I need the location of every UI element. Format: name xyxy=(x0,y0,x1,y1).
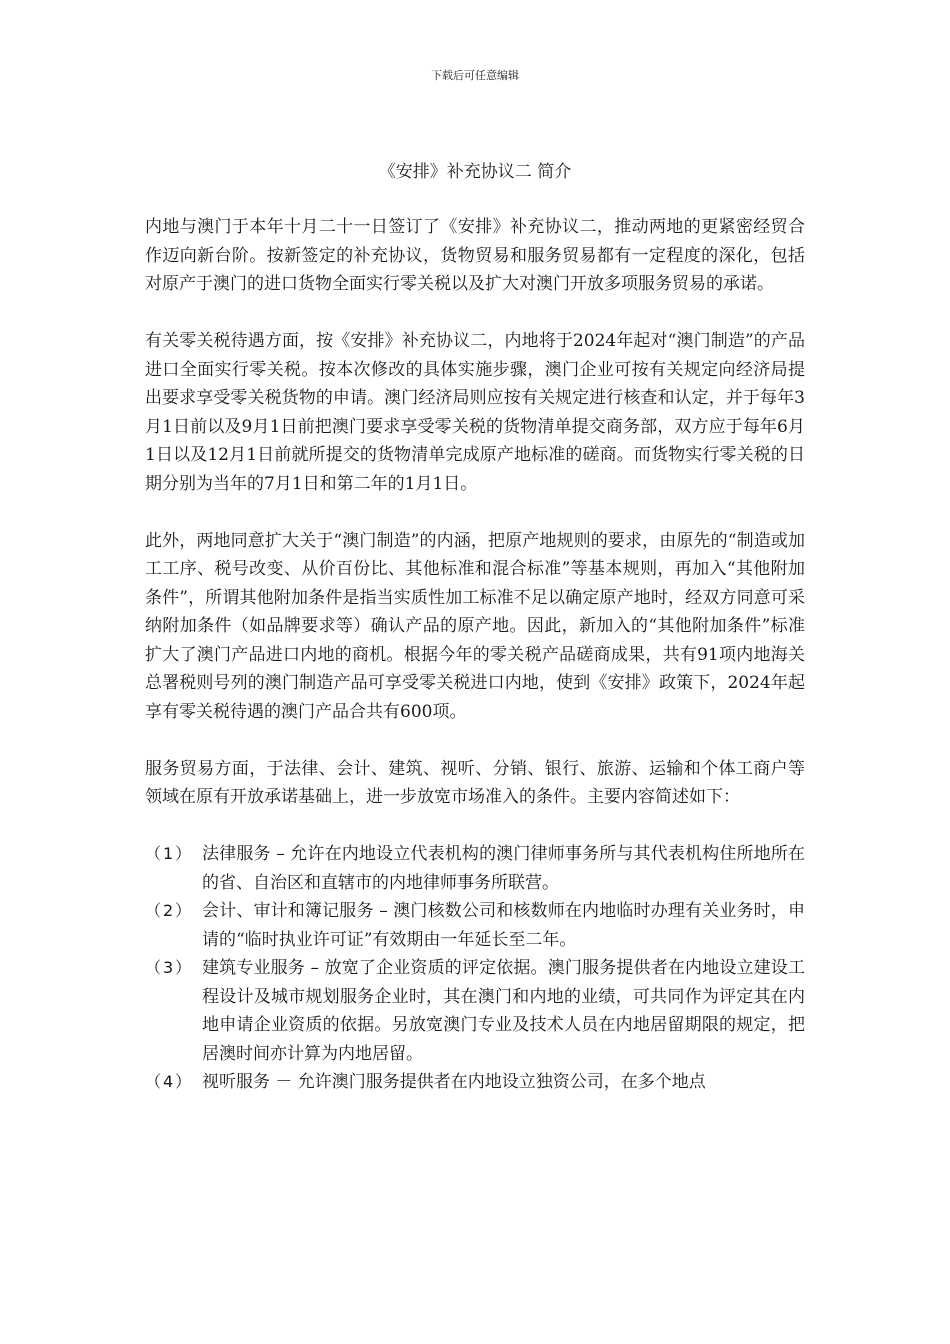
paragraph-zero-tariff: 有关零关税待遇方面，按《安排》补充协议二，内地将于2024年起对“澳门制造”的产品进口全面实行零关税。按本次修改的具体实施步骤，澳门企业可按有关规定向经济局提出要求享受零关税货物的申请。澳门经济局则应按有关规定进行核查和认定，并于每年3月1日前以及9月1日前把澳门要求享受零关税的货物清单提交商务部，双方应于每年6月1日以及12月1日前就所提交的货物清单完成原产地标准的磋商。而货物实行零关税的日期分别为当年的7月1日和第二年的1月1日。 xyxy=(145,331,805,494)
list-item xyxy=(145,897,805,954)
list-item xyxy=(145,954,805,1068)
paragraph-origin-rules: 此外，两地同意扩大关于“澳门制造”的内涵，把原产地规则的要求，由原先的“制造或加工工序、税号改变、从价百份比、其他标准和混合标准”等基本规则，再加入“其他附加条件”，所谓其他附加条件是指当实质性加工标准不足以确定原产地时，经双方同意可采纳附加条件（如品牌要求等）确认产品的原产地。因此，新加入的“其他附加条件”标准扩大了澳门产品进口内地的商机。根据今年的零关税产品磋商成果，共有91项内地海关总署税则号列的澳门制造产品可享受零关税进口内地，使到《安排》政策下，2024年起享有零关税待遇的澳门产品合共有600项。 xyxy=(145,530,805,722)
list-item-text: 视听服务 － 允许澳门服务提供者在内地设立独资公司，在多个地点 xyxy=(202,1072,706,1092)
list-item-text: 建筑专业服务 – 放宽了企业资质的评定依据。澳门服务提供者在内地设立建设工程设计及城市规划服务企业时，其在澳门和内地的业绩，可共同作为评定其在内地申请企业资质的依据。另放宽澳门专业及技术人员在内地居留期限的规定，把居澳时间亦计算为内地居留。 xyxy=(202,958,805,1064)
paragraph-services-intro: 服务贸易方面，于法律、会计、建筑、视听、分销、银行、旅游、运输和个体工商户等领域在原有开放承诺基础上，进一步放宽市场准入的条件。主要内容简述如下： xyxy=(145,758,805,807)
list-item xyxy=(145,840,805,897)
document-title: 《安排》补充协议二 简介 xyxy=(378,162,572,182)
list-item-number: （1） xyxy=(145,844,194,863)
service-list xyxy=(145,840,805,1097)
list-item-text: 会计、审计和簿记服务 – 澳门核数公司和核数师在内地临时办理有关业务时，申请的“临时执业许可证”有效期由一年延长至二年。 xyxy=(202,901,805,950)
page-header-note: 下载后可任意编辑 xyxy=(431,69,519,82)
paragraph-intro: 内地与澳门于本年十月二十一日签订了《安排》补充协议二，推动两地的更紧密经贸合作迈向新台阶。按新签定的补充协议，货物贸易和服务贸易都有一定程度的深化，包括对原产于澳门的进口货物全面实行零关税以及扩大对澳门开放多项服务贸易的承诺。 xyxy=(145,217,805,294)
list-item xyxy=(145,1068,805,1097)
list-item-text: 法律服务 – 允许在内地设立代表机构的澳门律师事务所与其代表机构住所地所在的省、自治区和直辖市的内地律师事务所联营。 xyxy=(202,844,805,893)
document-body xyxy=(145,213,805,1097)
list-item-number: （3） xyxy=(145,958,194,977)
list-item-number: （2） xyxy=(145,901,194,920)
list-item-number: （4） xyxy=(145,1072,194,1091)
